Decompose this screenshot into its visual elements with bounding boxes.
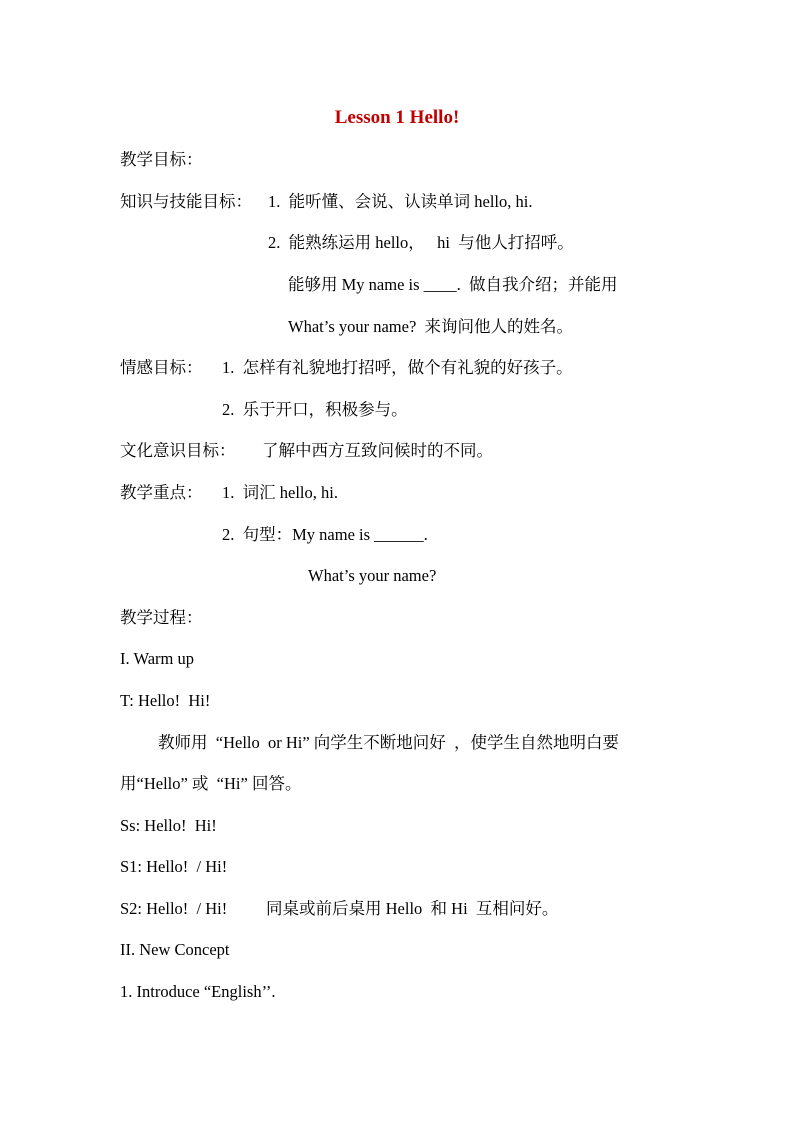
knowledge-item-2-line3: What’s your name? 来询问他人的姓名。 — [288, 317, 574, 336]
key-point-item-2-line2: What’s your name? — [308, 566, 437, 585]
student-2-line: S2: Hello! / Hi! — [120, 899, 228, 918]
warmup-title: I. Warm up — [120, 649, 194, 668]
culture-label: 文化意识目标： — [120, 441, 236, 460]
process-heading: 教学过程： — [120, 608, 203, 627]
objectives-heading: 教学目标： — [120, 150, 203, 169]
student-2-note: 同桌或前后桌用 Hello 和 Hi 互相问好。 — [266, 899, 559, 918]
key-points-label: 教学重点： — [120, 483, 203, 502]
new-concept-title: II. New Concept — [120, 940, 230, 959]
lesson-title: Lesson 1 Hello! — [334, 107, 460, 128]
knowledge-item-1: 1. 能听懂、会说、认读单词 hello, hi. — [268, 192, 533, 211]
new-concept-item-1: 1. Introduce “English’’. — [120, 982, 276, 1001]
key-point-item-1: 1. 词汇 hello, hi. — [222, 483, 338, 502]
emotion-item-2: 2. 乐于开口，积极参与。 — [222, 400, 408, 419]
instruction-line-2: 用“Hello” 或 “Hi” 回答。 — [120, 774, 302, 793]
student-1-line: S1: Hello! / Hi! — [120, 857, 228, 876]
knowledge-item-2: 2. 能熟练运用 hello， hi 与他人打招呼。 — [268, 233, 574, 252]
students-line: Ss: Hello! Hi! — [120, 816, 217, 835]
knowledge-label: 知识与技能目标： — [120, 192, 252, 211]
emotion-item-1: 1. 怎样有礼貌地打招呼，做个有礼貌的好孩子。 — [222, 358, 573, 377]
knowledge-item-2-line2: 能够用 My name is ____. 做自我介绍；并能用 — [288, 275, 618, 294]
teacher-line: T: Hello! Hi! — [120, 691, 211, 710]
emotion-label: 情感目标： — [120, 358, 203, 377]
instruction-line-1: 教师用 “Hello or Hi” 向学生不断地问好 ，使学生自然地明白要 — [158, 733, 620, 752]
key-point-item-2: 2. 句型：My name is ______. — [222, 525, 428, 544]
culture-text: 了解中西方互致问候时的不同。 — [262, 441, 493, 460]
